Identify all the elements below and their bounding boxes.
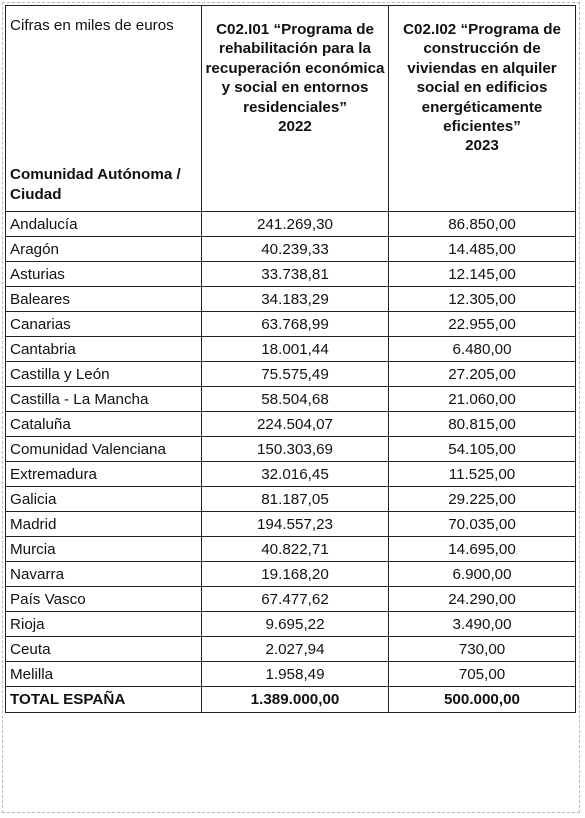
amount-2023: 730,00 xyxy=(389,637,576,662)
region-name: Extremadura xyxy=(6,462,202,487)
amount-2022: 67.477,62 xyxy=(202,587,389,612)
region-name: Baleares xyxy=(6,287,202,312)
amount-2023: 54.105,00 xyxy=(389,437,576,462)
table-row xyxy=(6,512,576,537)
amount-2022: 40.822,71 xyxy=(202,537,389,562)
amount-2022: 34.183,29 xyxy=(202,287,389,312)
total-row xyxy=(6,687,576,713)
amount-2022: 224.504,07 xyxy=(202,412,389,437)
amount-2022: 1.958,49 xyxy=(202,662,389,687)
region-name: Cantabria xyxy=(6,337,202,362)
header-row xyxy=(6,6,576,212)
amount-2022: 194.557,23 xyxy=(202,512,389,537)
program-2023-year: 2023 xyxy=(465,137,499,155)
amount-2023: 86.850,00 xyxy=(389,212,576,237)
region-name: Cataluña xyxy=(6,412,202,437)
amount-2023: 24.290,00 xyxy=(389,587,576,612)
table-row xyxy=(6,262,576,287)
amount-2022: 40.239,33 xyxy=(202,237,389,262)
table-row xyxy=(6,337,576,362)
total-label: TOTAL ESPAÑA xyxy=(6,687,202,713)
table-row xyxy=(6,387,576,412)
amount-2023: 11.525,00 xyxy=(389,462,576,487)
table-row xyxy=(6,437,576,462)
amount-2023: 22.955,00 xyxy=(389,312,576,337)
table-row xyxy=(6,562,576,587)
table-row xyxy=(6,412,576,437)
table-row xyxy=(6,362,576,387)
amount-2022: 241.269,30 xyxy=(202,212,389,237)
amount-2023: 12.145,00 xyxy=(389,262,576,287)
unit-note: Cifras en miles de euros xyxy=(10,17,174,34)
amount-2023: 12.305,00 xyxy=(389,287,576,312)
region-name: Asturias xyxy=(6,262,202,287)
region-name: Andalucía xyxy=(6,212,202,237)
amount-2023: 3.490,00 xyxy=(389,612,576,637)
amount-2023: 14.485,00 xyxy=(389,237,576,262)
amount-2023: 80.815,00 xyxy=(389,412,576,437)
amount-2022: 81.187,05 xyxy=(202,487,389,512)
amount-2022: 32.016,45 xyxy=(202,462,389,487)
region-column-header: Comunidad Autónoma / Ciudad xyxy=(10,166,181,203)
region-name: Aragón xyxy=(6,237,202,262)
amount-2022: 33.738,81 xyxy=(202,262,389,287)
table-row xyxy=(6,312,576,337)
program-2022-title: C02.I01 “Programa de rehabilitación para la recuperación económica y social en entornos residenciales” xyxy=(205,21,385,116)
table-row xyxy=(6,287,576,312)
amount-2023: 27.205,00 xyxy=(389,362,576,387)
program-2022-year: 2022 xyxy=(278,118,312,136)
amount-2022: 2.027,94 xyxy=(202,637,389,662)
program-2023-column-header xyxy=(389,6,576,212)
table-row xyxy=(6,212,576,237)
table-row xyxy=(6,537,576,562)
amount-2022: 63.768,99 xyxy=(202,312,389,337)
table-row xyxy=(6,662,576,687)
region-name: País Vasco xyxy=(6,587,202,612)
total-2022: 1.389.000,00 xyxy=(202,687,389,713)
amount-2022: 9.695,22 xyxy=(202,612,389,637)
amount-2023: 29.225,00 xyxy=(389,487,576,512)
region-name: Ceuta xyxy=(6,637,202,662)
region-name: Murcia xyxy=(6,537,202,562)
amount-2023: 6.900,00 xyxy=(389,562,576,587)
program-2023-title: C02.I02 “Programa de construcción de viviendas en alquiler social en edificios energéticamente eficientes” xyxy=(403,21,561,136)
amount-2023: 21.060,00 xyxy=(389,387,576,412)
amount-2022: 75.575,49 xyxy=(202,362,389,387)
table-row xyxy=(6,237,576,262)
amount-2022: 18.001,44 xyxy=(202,337,389,362)
amount-2023: 705,00 xyxy=(389,662,576,687)
total-2023: 500.000,00 xyxy=(389,687,576,713)
region-name: Castilla - La Mancha xyxy=(6,387,202,412)
table-row xyxy=(6,612,576,637)
amount-2022: 19.168,20 xyxy=(202,562,389,587)
region-name: Comunidad Valenciana xyxy=(6,437,202,462)
region-name: Galicia xyxy=(6,487,202,512)
table-row xyxy=(6,462,576,487)
amount-2023: 6.480,00 xyxy=(389,337,576,362)
program-2022-column-header xyxy=(202,6,389,212)
corner-header-cell xyxy=(6,6,202,212)
region-name: Navarra xyxy=(6,562,202,587)
amount-2022: 58.504,68 xyxy=(202,387,389,412)
region-name: Castilla y León xyxy=(6,362,202,387)
table-row xyxy=(6,587,576,612)
table-row xyxy=(6,637,576,662)
region-name: Madrid xyxy=(6,512,202,537)
amount-2022: 150.303,69 xyxy=(202,437,389,462)
table-row xyxy=(6,487,576,512)
amount-2023: 14.695,00 xyxy=(389,537,576,562)
funding-table xyxy=(5,5,576,713)
region-name: Rioja xyxy=(6,612,202,637)
region-name: Melilla xyxy=(6,662,202,687)
amount-2023: 70.035,00 xyxy=(389,512,576,537)
region-name: Canarias xyxy=(6,312,202,337)
